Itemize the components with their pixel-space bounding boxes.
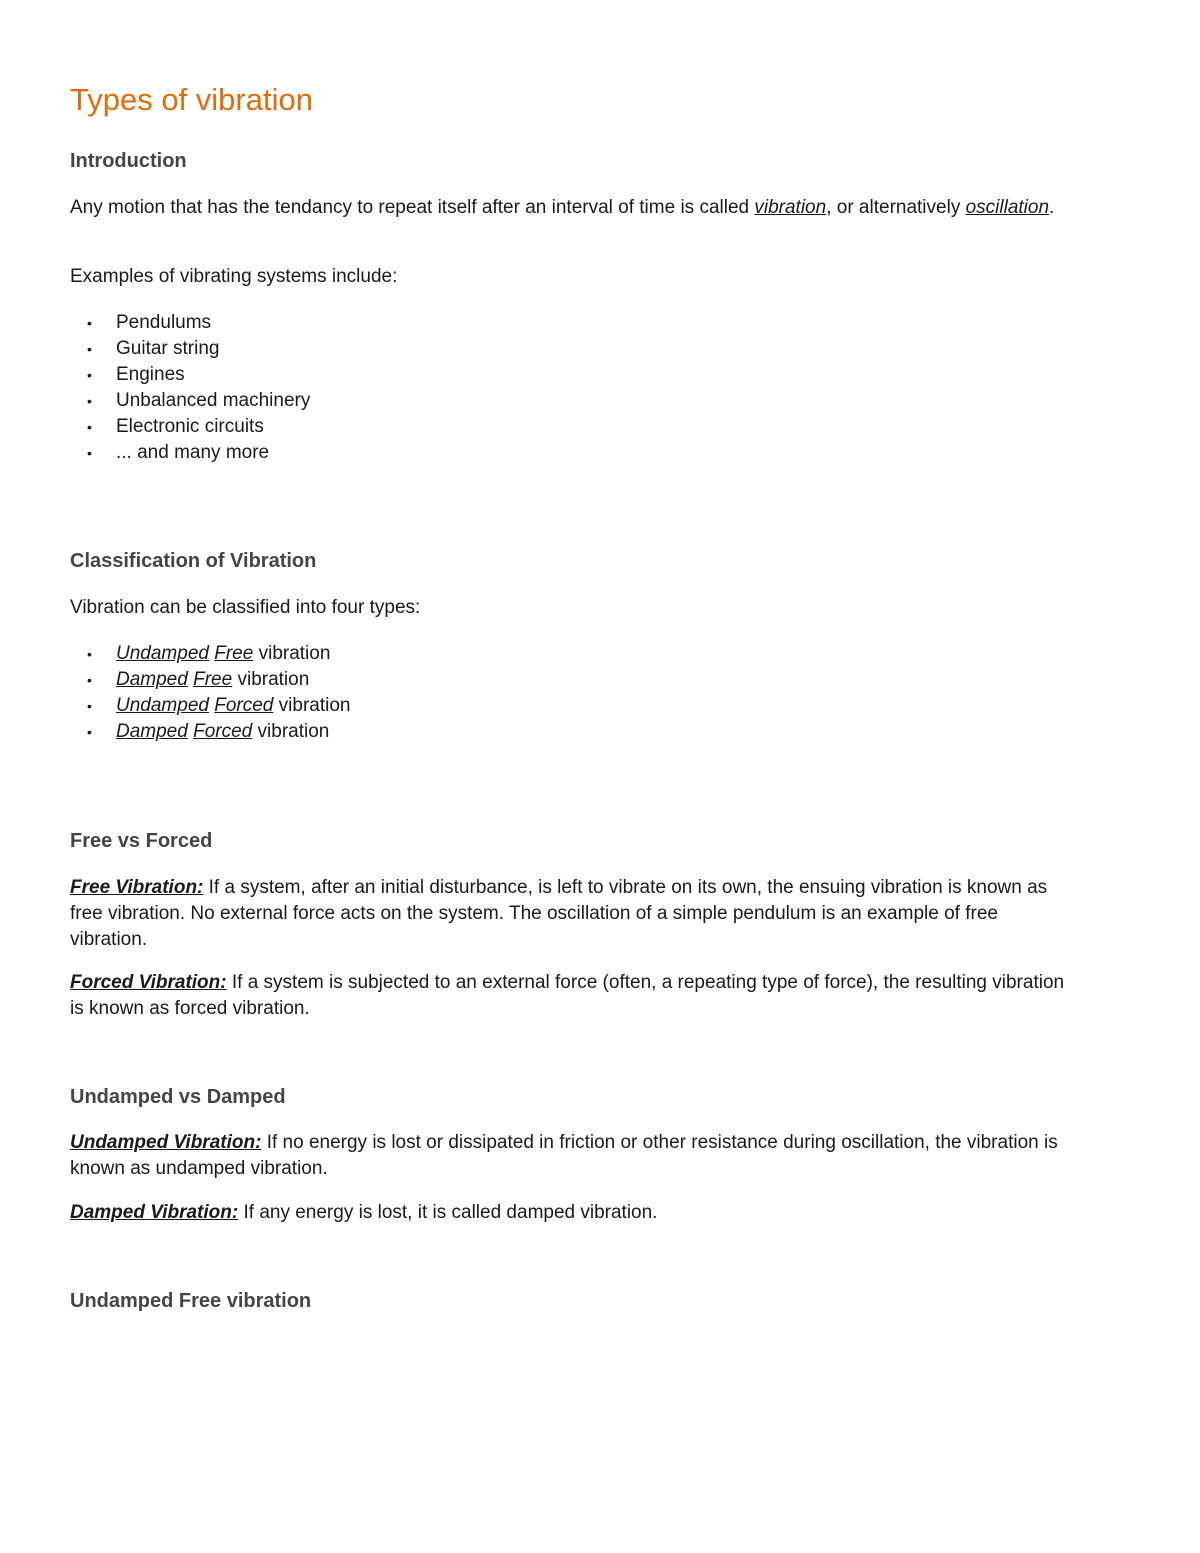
undamped-vs-damped-heading: Undamped vs Damped (70, 1086, 286, 1108)
forced-vibration-paragraph: Forced Vibration: If a system is subjected to an external force (often, a repeating type of force), the resulting vibration is known as forced vibration. (70, 972, 1065, 1019)
bullet-icon: • (87, 341, 92, 357)
list-item: • Guitar string (70, 336, 310, 362)
bullet-icon: • (87, 393, 92, 409)
intro-text-start: Any motion that has the tendancy to repeat itself after an interval of time is called (70, 197, 755, 218)
undamped-free-heading: Undamped Free vibration (70, 1290, 312, 1312)
term-forced-vibration: Forced Vibration: (70, 972, 227, 993)
bullet-icon: • (87, 698, 92, 714)
bullet-icon: • (87, 445, 92, 461)
list-item: • Electronic circuits (70, 414, 310, 440)
classification-list (70, 641, 350, 745)
bullet-icon: • (87, 315, 92, 331)
list-item: • ... and many more (70, 440, 310, 466)
list-item: • Engines (70, 362, 310, 388)
list-item: • Damped Forced vibration (70, 719, 350, 745)
term-damped-vibration: Damped Vibration: (70, 1202, 239, 1223)
intro-text-middle: , or alternatively (826, 197, 966, 218)
bullet-icon: • (87, 672, 92, 688)
bullet-icon: • (87, 724, 92, 740)
introduction-paragraph (70, 195, 1070, 221)
undamped-vibration-paragraph: Undamped Vibration: If no energy is lost or dissipated in friction or other resistance during oscillation, the vibration is known as undamped vibration. (70, 1132, 1058, 1179)
list-item: • Pendulums (70, 310, 310, 336)
bullet-icon: • (87, 367, 92, 383)
free-vibration-paragraph: Free Vibration: If a system, after an initial disturbance, is left to vibrate on its own, the ensuing vibration is known as free vibration. No external force acts on the system. The oscillation of a simple pendulum is an example of free vibration. (70, 877, 1048, 950)
list-item: • Damped Free vibration (70, 667, 350, 693)
examples-intro: Examples of vibrating systems include: (70, 266, 398, 287)
term-free-vibration: Free Vibration: (70, 877, 204, 898)
examples-list (70, 310, 310, 466)
free-vs-forced-heading: Free vs Forced (70, 830, 213, 852)
bullet-icon: • (87, 419, 92, 435)
classification-heading: Classification of Vibration (70, 550, 317, 572)
introduction-heading: Introduction (70, 150, 187, 172)
term-vibration: vibration (754, 197, 827, 218)
list-item: • Unbalanced machinery (70, 388, 310, 414)
intro-text-end: . (1049, 197, 1055, 218)
bullet-icon: • (87, 646, 92, 662)
term-undamped-vibration: Undamped Vibration: (70, 1132, 262, 1153)
list-item: • Undamped Free vibration (70, 641, 350, 667)
classification-intro: Vibration can be classified into four types: (70, 597, 421, 618)
damped-vibration-paragraph: Damped Vibration: If any energy is lost, it is called damped vibration. (70, 1202, 658, 1223)
document-title: Types of vibration (70, 82, 313, 117)
term-oscillation: oscillation (965, 197, 1050, 218)
list-item: • Undamped Forced vibration (70, 693, 350, 719)
